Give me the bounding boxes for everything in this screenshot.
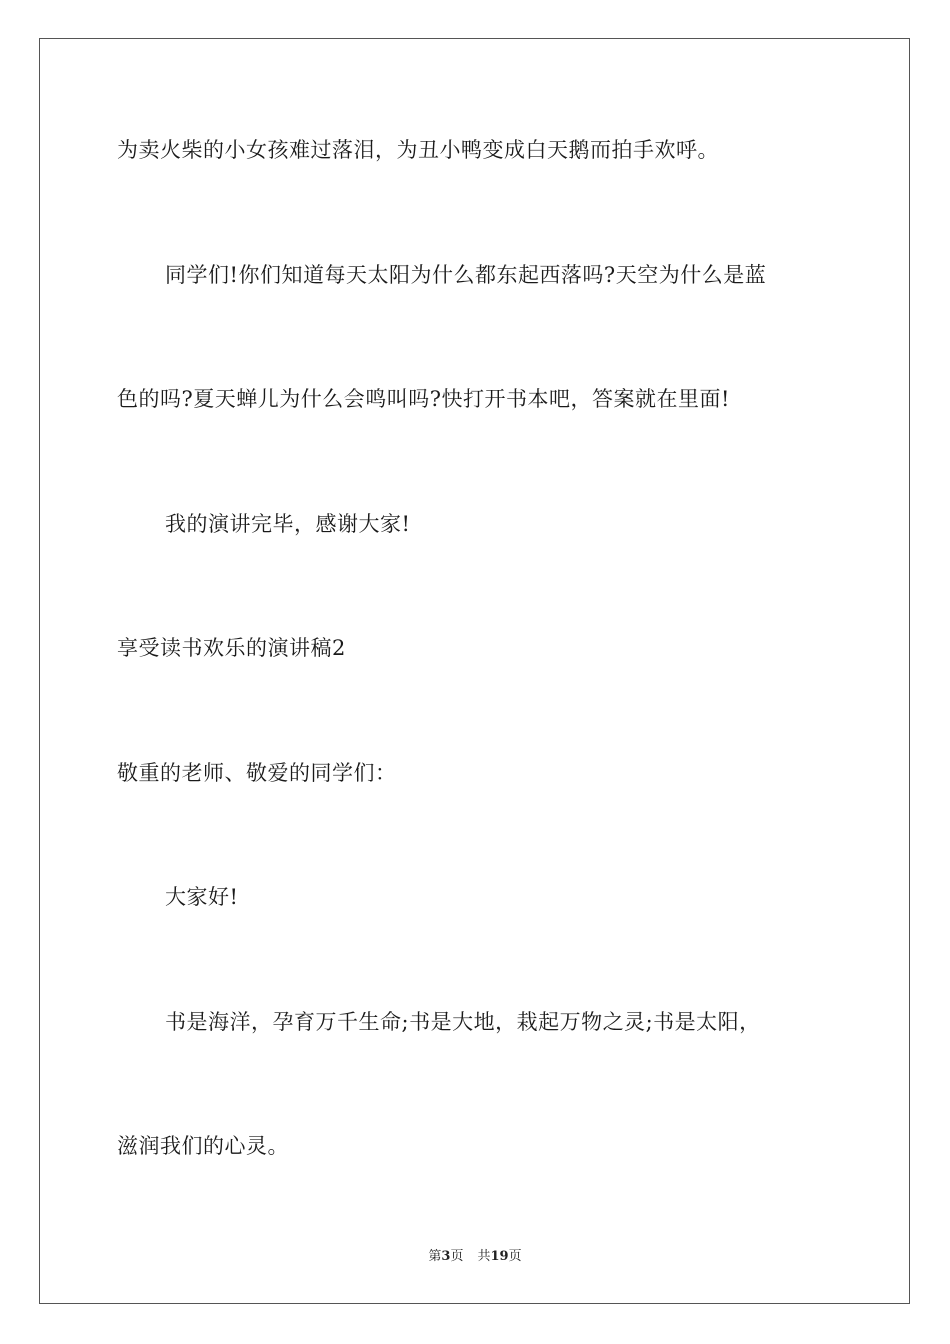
total-prefix: 共 [477,1249,491,1264]
salutation: 敬重的老师、敬爱的同学们： [117,761,397,785]
greeting: 大家好! [165,885,239,909]
page-prefix: 第 [428,1249,442,1264]
page-suffix: 页 [450,1249,464,1264]
paragraph-line: 我的演讲完毕，感谢大家! [165,512,411,536]
paragraph-line: 书是海洋，孕育万千生命;书是大地，栽起万物之灵;书是太阳， [165,1010,761,1034]
paragraph-line: 色的吗?夏天蝉儿为什么会鸣叫吗?快打开书本吧，答案就在里面! [117,387,730,411]
section-heading: 享受读书欢乐的演讲稿2 [117,636,346,660]
total-pages: 19 [490,1249,509,1264]
page-border [39,38,910,1304]
page-number: 3 [441,1249,451,1264]
paragraph-line: 滋润我们的心灵。 [117,1134,289,1158]
paragraph-line: 同学们!你们知道每天太阳为什么都东起西落吗?天空为什么是蓝 [165,263,767,287]
page-footer [0,1248,950,1266]
paragraph-line: 为卖火柴的小女孩难过落泪，为丑小鸭变成白天鹅而拍手欢呼。 [117,138,719,162]
total-suffix: 页 [508,1249,522,1264]
